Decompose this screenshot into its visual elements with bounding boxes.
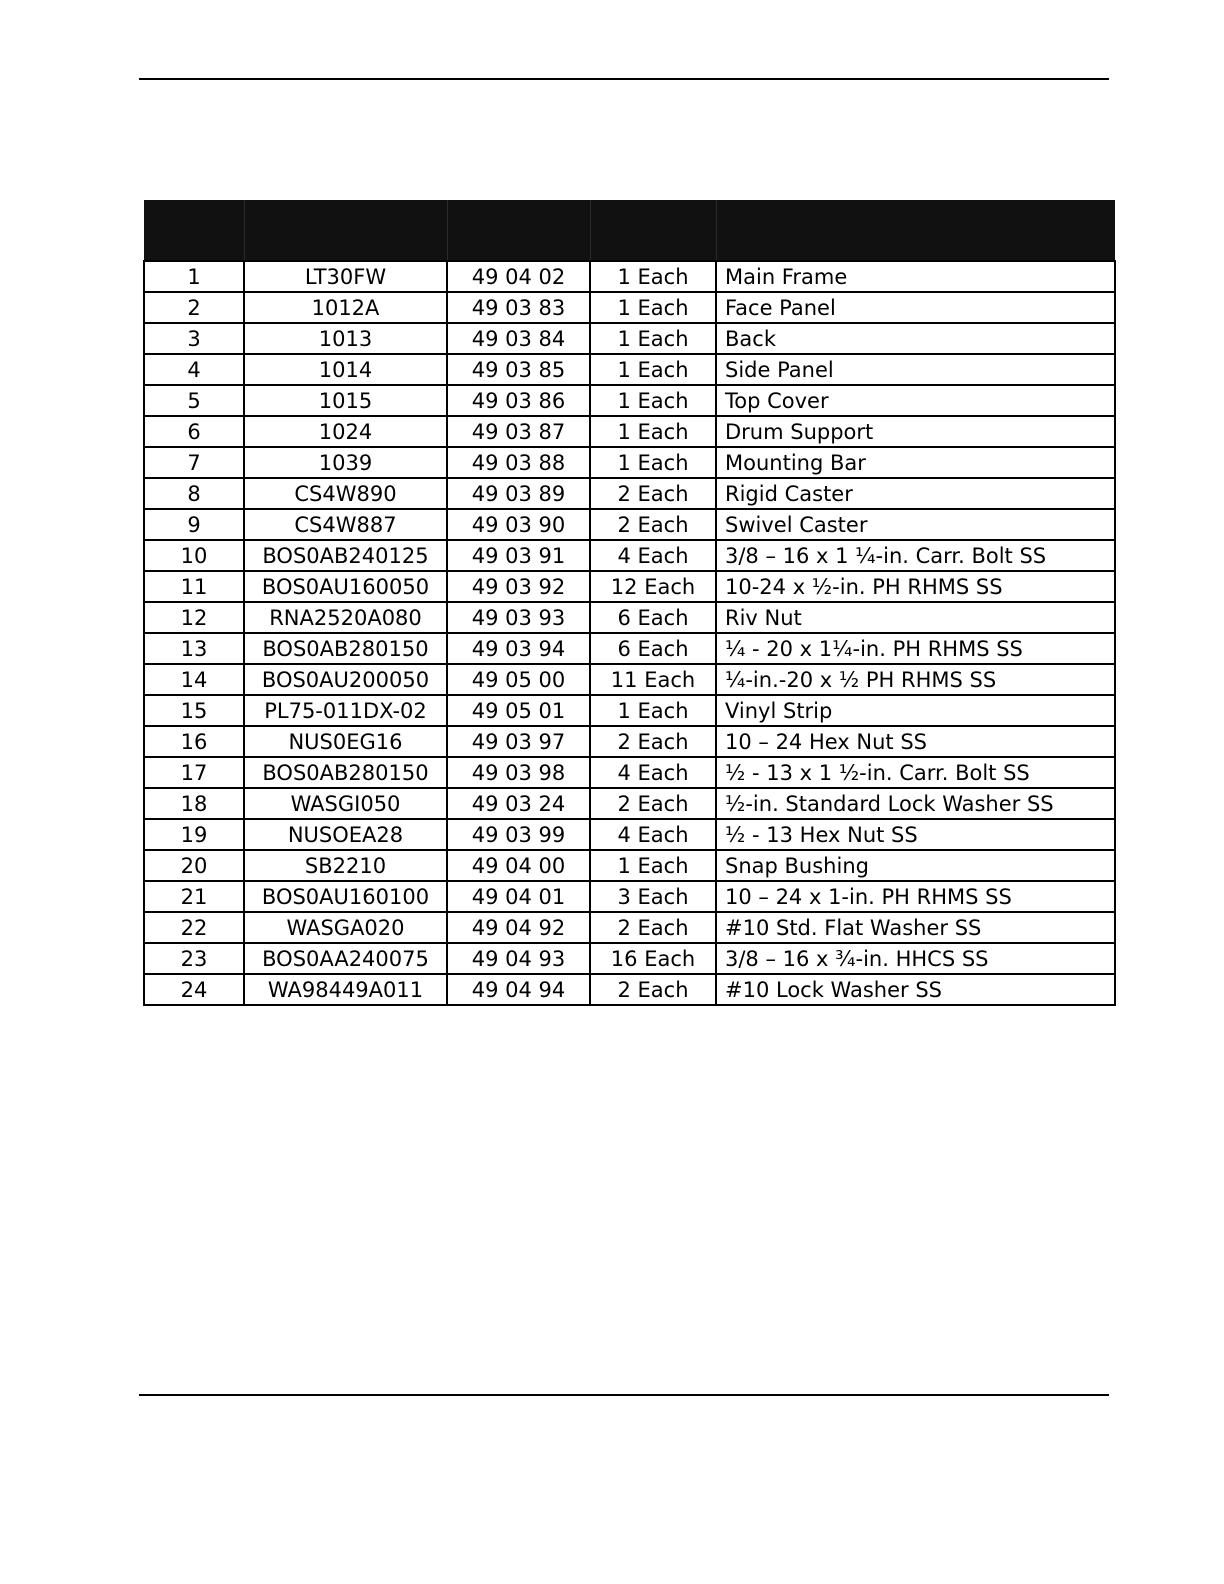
description-cell: Mounting Bar (716, 447, 1115, 478)
quantity-cell: 4 Each (590, 819, 716, 850)
table-body (144, 261, 1115, 1005)
quantity-cell: 1 Each (590, 416, 716, 447)
item-number-cell: 20 (144, 850, 244, 881)
description-cell: Riv Nut (716, 602, 1115, 633)
stock-code-cell: 49 03 85 (447, 354, 590, 385)
description-cell: Rigid Caster (716, 478, 1115, 509)
quantity-cell: 4 Each (590, 540, 716, 571)
stock-code-cell: 49 04 92 (447, 912, 590, 943)
quantity-cell: 1 Each (590, 447, 716, 478)
item-number-cell: 16 (144, 726, 244, 757)
description-cell: Snap Bushing (716, 850, 1115, 881)
table-row (144, 540, 1115, 571)
part-number-cell: WASGI050 (244, 788, 447, 819)
table-row (144, 633, 1115, 664)
item-number-cell: 23 (144, 943, 244, 974)
item-number-cell: 4 (144, 354, 244, 385)
item-number-cell: 21 (144, 881, 244, 912)
stock-code-cell: 49 04 02 (447, 261, 590, 292)
table-row (144, 881, 1115, 912)
stock-code-cell: 49 04 94 (447, 974, 590, 1005)
stock-code-cell: 49 03 24 (447, 788, 590, 819)
parts-list-table (143, 200, 1116, 1006)
quantity-cell: 2 Each (590, 726, 716, 757)
part-number-cell: 1013 (244, 323, 447, 354)
item-number-cell: 24 (144, 974, 244, 1005)
quantity-cell: 2 Each (590, 788, 716, 819)
part-number-cell: WASGA020 (244, 912, 447, 943)
stock-code-cell: 49 03 86 (447, 385, 590, 416)
part-number-cell: BOS0AU160050 (244, 571, 447, 602)
item-number-cell: 7 (144, 447, 244, 478)
table-row (144, 819, 1115, 850)
stock-code-cell: 49 03 88 (447, 447, 590, 478)
item-number-cell: 9 (144, 509, 244, 540)
table-row (144, 850, 1115, 881)
stock-code-cell: 49 03 94 (447, 633, 590, 664)
table-row (144, 602, 1115, 633)
table-row (144, 664, 1115, 695)
quantity-cell: 2 Each (590, 478, 716, 509)
part-number-cell: BOS0AB280150 (244, 633, 447, 664)
description-cell: Top Cover (716, 385, 1115, 416)
item-number-cell: 18 (144, 788, 244, 819)
stock-code-cell: 49 04 00 (447, 850, 590, 881)
table-row (144, 292, 1115, 323)
quantity-cell: 4 Each (590, 757, 716, 788)
stock-code-cell: 49 03 93 (447, 602, 590, 633)
stock-code-cell: 49 05 01 (447, 695, 590, 726)
part-number-cell: BOS0AU200050 (244, 664, 447, 695)
table-row (144, 912, 1115, 943)
description-cell: Side Panel (716, 354, 1115, 385)
quantity-cell: 1 Each (590, 695, 716, 726)
stock-code-cell: 49 03 97 (447, 726, 590, 757)
description-cell: 10-24 x ½-in. PH RHMS SS (716, 571, 1115, 602)
quantity-cell: 1 Each (590, 385, 716, 416)
stock-code-cell: 49 03 92 (447, 571, 590, 602)
table-row (144, 757, 1115, 788)
item-number-cell: 17 (144, 757, 244, 788)
table-row (144, 571, 1115, 602)
header-part-no (244, 200, 447, 261)
description-cell: Back (716, 323, 1115, 354)
part-number-cell: 1015 (244, 385, 447, 416)
quantity-cell: 2 Each (590, 912, 716, 943)
part-number-cell: BOS0AB280150 (244, 757, 447, 788)
description-cell: Vinyl Strip (716, 695, 1115, 726)
part-number-cell: LT30FW (244, 261, 447, 292)
stock-code-cell: 49 03 98 (447, 757, 590, 788)
quantity-cell: 1 Each (590, 323, 716, 354)
part-number-cell: BOS0AA240075 (244, 943, 447, 974)
part-number-cell: SB2210 (244, 850, 447, 881)
header-code (447, 200, 590, 261)
item-number-cell: 1 (144, 261, 244, 292)
quantity-cell: 11 Each (590, 664, 716, 695)
part-number-cell: PL75-011DX-02 (244, 695, 447, 726)
quantity-cell: 6 Each (590, 633, 716, 664)
description-cell: #10 Lock Washer SS (716, 974, 1115, 1005)
part-number-cell: RNA2520A080 (244, 602, 447, 633)
stock-code-cell: 49 03 87 (447, 416, 590, 447)
item-number-cell: 11 (144, 571, 244, 602)
part-number-cell: NUS0EG16 (244, 726, 447, 757)
part-number-cell: 1024 (244, 416, 447, 447)
table-row (144, 354, 1115, 385)
top-rule (139, 78, 1109, 80)
part-number-cell: WA98449A011 (244, 974, 447, 1005)
quantity-cell: 3 Each (590, 881, 716, 912)
stock-code-cell: 49 03 90 (447, 509, 590, 540)
item-number-cell: 2 (144, 292, 244, 323)
description-cell: #10 Std. Flat Washer SS (716, 912, 1115, 943)
description-cell: ¼ - 20 x 1¼-in. PH RHMS SS (716, 633, 1115, 664)
description-cell: 3/8 – 16 x ¾-in. HHCS SS (716, 943, 1115, 974)
description-cell: Main Frame (716, 261, 1115, 292)
bottom-rule (139, 1394, 1109, 1396)
table-row (144, 695, 1115, 726)
part-number-cell: BOS0AB240125 (244, 540, 447, 571)
quantity-cell: 1 Each (590, 292, 716, 323)
item-number-cell: 22 (144, 912, 244, 943)
stock-code-cell: 49 03 84 (447, 323, 590, 354)
description-cell: ½-in. Standard Lock Washer SS (716, 788, 1115, 819)
item-number-cell: 5 (144, 385, 244, 416)
description-cell: Drum Support (716, 416, 1115, 447)
quantity-cell: 2 Each (590, 974, 716, 1005)
description-cell: Face Panel (716, 292, 1115, 323)
description-cell: 10 – 24 Hex Nut SS (716, 726, 1115, 757)
table-row (144, 974, 1115, 1005)
table-row (144, 726, 1115, 757)
item-number-cell: 10 (144, 540, 244, 571)
header-description (716, 200, 1115, 261)
item-number-cell: 15 (144, 695, 244, 726)
part-number-cell: 1014 (244, 354, 447, 385)
quantity-cell: 12 Each (590, 571, 716, 602)
item-number-cell: 8 (144, 478, 244, 509)
part-number-cell: BOS0AU160100 (244, 881, 447, 912)
item-number-cell: 14 (144, 664, 244, 695)
part-number-cell: 1012A (244, 292, 447, 323)
quantity-cell: 1 Each (590, 354, 716, 385)
description-cell: Swivel Caster (716, 509, 1115, 540)
quantity-cell: 6 Each (590, 602, 716, 633)
quantity-cell: 1 Each (590, 850, 716, 881)
part-number-cell: 1039 (244, 447, 447, 478)
table-row (144, 478, 1115, 509)
header-qty (590, 200, 716, 261)
table-header (144, 200, 1115, 261)
table-row (144, 261, 1115, 292)
table-row (144, 416, 1115, 447)
table-row (144, 447, 1115, 478)
header-item-no (144, 200, 244, 261)
description-cell: ½ - 13 Hex Nut SS (716, 819, 1115, 850)
part-number-cell: NUSOEA28 (244, 819, 447, 850)
quantity-cell: 16 Each (590, 943, 716, 974)
stock-code-cell: 49 03 99 (447, 819, 590, 850)
item-number-cell: 12 (144, 602, 244, 633)
item-number-cell: 6 (144, 416, 244, 447)
stock-code-cell: 49 04 01 (447, 881, 590, 912)
table-row (144, 509, 1115, 540)
stock-code-cell: 49 04 93 (447, 943, 590, 974)
stock-code-cell: 49 03 83 (447, 292, 590, 323)
item-number-cell: 13 (144, 633, 244, 664)
item-number-cell: 19 (144, 819, 244, 850)
item-number-cell: 3 (144, 323, 244, 354)
table-row (144, 788, 1115, 819)
table-row (144, 385, 1115, 416)
header-row (144, 200, 1115, 261)
stock-code-cell: 49 03 91 (447, 540, 590, 571)
description-cell: ½ - 13 x 1 ½-in. Carr. Bolt SS (716, 757, 1115, 788)
stock-code-cell: 49 03 89 (447, 478, 590, 509)
part-number-cell: CS4W887 (244, 509, 447, 540)
description-cell: 10 – 24 x 1-in. PH RHMS SS (716, 881, 1115, 912)
table-row (144, 323, 1115, 354)
quantity-cell: 2 Each (590, 509, 716, 540)
description-cell: 3/8 – 16 x 1 ¼-in. Carr. Bolt SS (716, 540, 1115, 571)
description-cell: ¼-in.-20 x ½ PH RHMS SS (716, 664, 1115, 695)
part-number-cell: CS4W890 (244, 478, 447, 509)
table-row (144, 943, 1115, 974)
stock-code-cell: 49 05 00 (447, 664, 590, 695)
quantity-cell: 1 Each (590, 261, 716, 292)
